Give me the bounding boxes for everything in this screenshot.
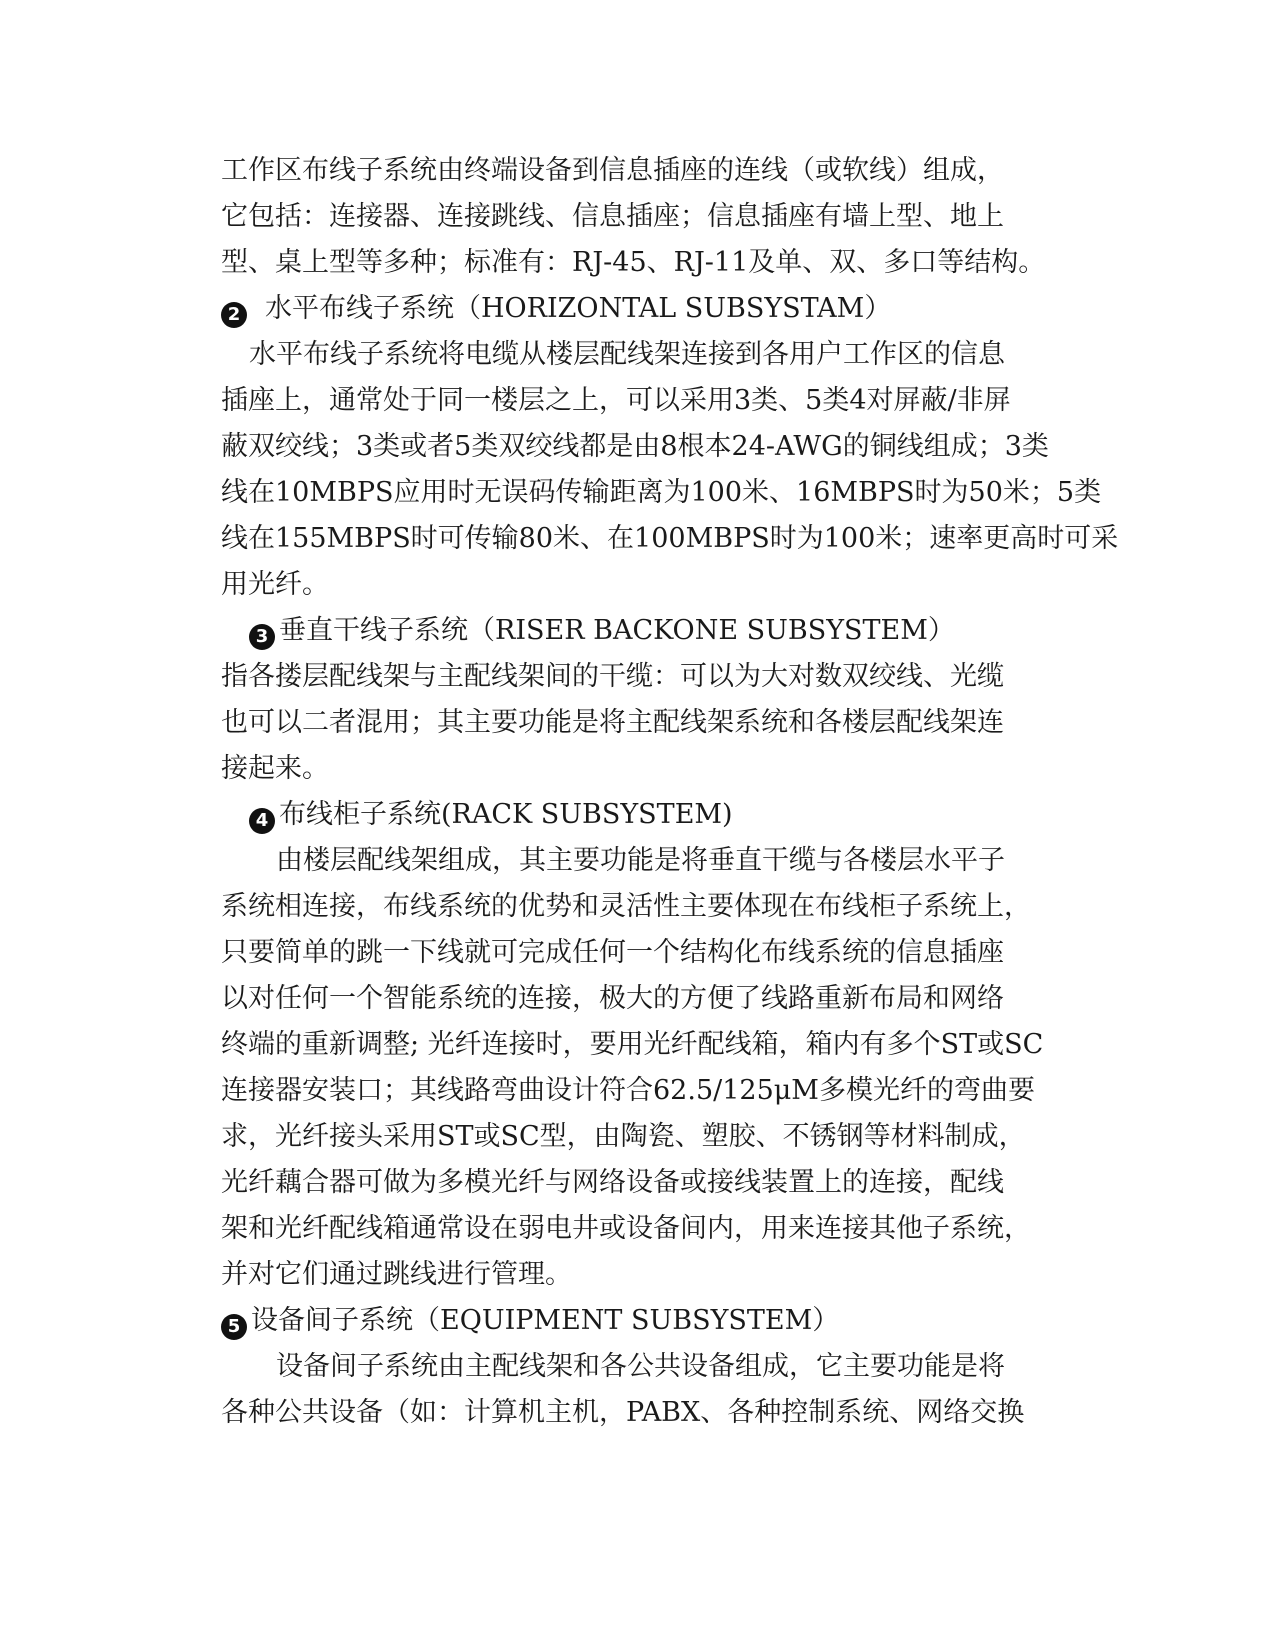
- paragraph-line: 用光纤。: [221, 569, 329, 600]
- work-area-paragraph: [221, 148, 1051, 286]
- horizontal-subsystem-heading: [221, 286, 1051, 332]
- paragraph-line: 型、桌上型等多种；标准有：RJ-45、RJ-11及单、双、多口等结构。: [221, 247, 1046, 278]
- paragraph-line: 各种公共设备（如：计算机主机，PABX、各种控制系统、网络交换: [221, 1397, 1025, 1428]
- paragraph-line: 它包括：连接器、连接跳线、信息插座；信息插座有墙上型、地上: [221, 201, 1004, 232]
- paragraph-line: 连接器安装口；其线路弯曲设计符合62.5/125μM多模光纤的弯曲要: [221, 1075, 1035, 1106]
- riser-backbone-paragraph: [221, 654, 1051, 792]
- rack-subsystem-paragraph: [221, 838, 1051, 1298]
- heading-text: 布线柜子系统(RACK SUBSYSTEM): [279, 799, 733, 830]
- paragraph-line: 插座上，通常处于同一楼层之上，可以采用3类、5类4对屏蔽/非屏: [221, 385, 1011, 416]
- paragraph-line: 系统相连接，布线系统的优势和灵活性主要体现在布线柜子系统上，: [221, 891, 1031, 922]
- paragraph-line: 接起来。: [221, 753, 329, 784]
- paragraph-line: 由楼层配线架组成，其主要功能是将垂直干缆与各楼层水平子: [276, 845, 1005, 876]
- paragraph-line: 线在155MBPS时可传输80米、在100MBPS时为100米；速率更高时可采: [221, 523, 1119, 554]
- equipment-subsystem-paragraph: [221, 1344, 1051, 1436]
- paragraph-line: 光纤藕合器可做为多模光纤与网络设备或接线装置上的连接，配线: [221, 1167, 1004, 1198]
- paragraph-line: 架和光纤配线箱通常设在弱电井或设备间内，用来连接其他子系统，: [221, 1213, 1031, 1244]
- paragraph-line: 蔽双绞线；3类或者5类双绞线都是由8根本24-AWG的铜线组成；3类: [221, 431, 1049, 462]
- paragraph-line: 线在10MBPS应用时无误码传输距离为100米、16MBPS时为50米；5类: [221, 477, 1102, 508]
- horizontal-subsystem-paragraph: [221, 332, 1119, 608]
- number-5-badge: 5: [221, 1314, 247, 1340]
- paragraph-line: 求，光纤接头采用ST或SC型，由陶瓷、塑胶、不锈钢等材料制成，: [221, 1121, 1026, 1152]
- paragraph-line: 只要简单的跳一下线就可完成任何一个结构化布线系统的信息插座: [221, 937, 1004, 968]
- rack-subsystem-heading: [221, 792, 1051, 838]
- paragraph-line: 以对任何一个智能系统的连接，极大的方便了线路重新布局和网络: [221, 983, 1004, 1014]
- riser-backbone-heading: [221, 608, 1051, 654]
- paragraph-line: 也可以二者混用；其主要功能是将主配线架系统和各楼层配线架连: [221, 707, 1004, 738]
- number-4-badge: 4: [249, 808, 275, 834]
- paragraph-line: 并对它们通过跳线进行管理。: [221, 1259, 572, 1290]
- document-page: [221, 148, 1119, 1436]
- heading-text: 垂直干线子系统（RISER BACKONE SUBSYSTEM）: [279, 615, 955, 646]
- number-2-badge: 2: [221, 302, 247, 328]
- number-3-badge: 3: [249, 624, 275, 650]
- paragraph-line: 终端的重新调整; 光纤连接时，要用光纤配线箱，箱内有多个ST或SC: [221, 1029, 1044, 1060]
- equipment-subsystem-heading: [221, 1298, 1051, 1344]
- paragraph-line: 工作区布线子系统由终端设备到信息插座的连线（或软线）组成，: [221, 155, 1004, 186]
- paragraph-line: 指各搂层配线架与主配线架间的干缆：可以为大对数双绞线、光缆: [221, 661, 1004, 692]
- paragraph-line: 设备间子系统由主配线架和各公共设备组成，它主要功能是将: [276, 1351, 1005, 1382]
- paragraph-line: 水平布线子系统将电缆从楼层配线架连接到各用户工作区的信息: [249, 339, 1005, 370]
- heading-text: 设备间子系统（EQUIPMENT SUBSYSTEM）: [251, 1305, 840, 1336]
- heading-text: 水平布线子系统（HORIZONTAL SUBSYSTAM）: [265, 293, 892, 324]
